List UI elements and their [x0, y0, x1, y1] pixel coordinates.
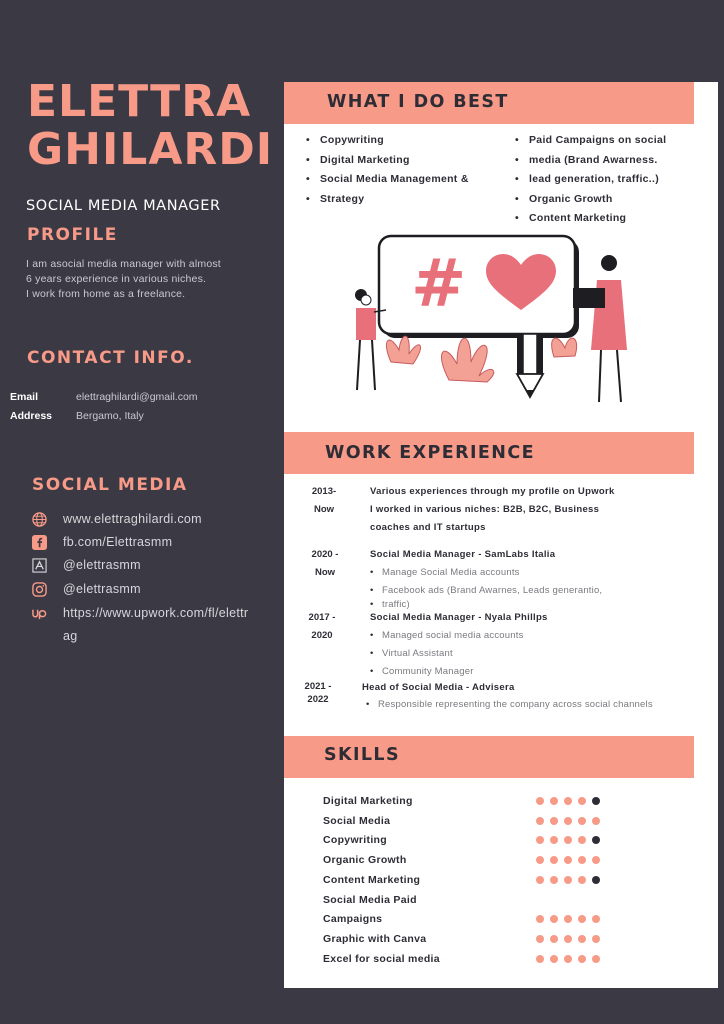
- rating-dot-filled: [592, 817, 600, 825]
- best-band: [284, 82, 694, 124]
- rating-dot-filled: [550, 836, 558, 844]
- rating-dot-filled: [536, 876, 544, 884]
- rating-dot-filled: [578, 955, 586, 963]
- profile-line: I am asocial media manager with almost: [26, 258, 221, 270]
- rating-dot-filled: [592, 935, 600, 943]
- year-start: 2017 -: [308, 612, 336, 623]
- skill-label: Copywriting: [323, 834, 387, 847]
- rating-dot-filled: [550, 876, 558, 884]
- social-text: www.elettraghilardi.com: [63, 512, 202, 526]
- rating-dot-filled: [550, 817, 558, 825]
- list-item: • Content Marketing: [515, 209, 666, 229]
- best-list-left: [306, 131, 469, 209]
- rating-dot-filled: [564, 915, 572, 923]
- rating-dot-filled: [564, 797, 572, 805]
- rating-dot-filled: [536, 836, 544, 844]
- contact-address-row: [10, 410, 144, 422]
- skill-rating: [536, 935, 600, 945]
- job-role: SOCIAL MEDIA MANAGER: [26, 198, 221, 214]
- best-list-right: [515, 131, 666, 229]
- list-item: • Digital Marketing: [306, 151, 469, 171]
- list-item: • Social Media Management &: [306, 170, 469, 190]
- skill-rating: [536, 856, 600, 866]
- profile-heading: PROFILE: [27, 225, 118, 245]
- rating-dot-filled: [536, 935, 544, 943]
- experience-title: Social Media Manager - SamLabs Italia: [370, 549, 556, 560]
- social-item-website[interactable]: [32, 508, 282, 531]
- social-media-illustration: [339, 232, 639, 407]
- rating-dot-filled: [578, 797, 586, 805]
- experience-bullets: [366, 696, 653, 714]
- rating-dot-filled: [564, 955, 572, 963]
- social-heading: SOCIAL MEDIA: [32, 475, 188, 495]
- skill-label: Digital Marketing: [323, 795, 413, 807]
- hashtag-icon: #: [411, 245, 467, 322]
- year-end: Now: [313, 504, 335, 515]
- rating-dot-filled: [578, 817, 586, 825]
- resume-panel: [284, 82, 718, 988]
- social-item-upwork[interactable]: [32, 602, 282, 648]
- best-heading: WHAT I DO BEST: [327, 92, 509, 112]
- year-end: 2022: [307, 694, 329, 705]
- rating-dot-filled: [578, 915, 586, 923]
- social-item-facebook[interactable]: [32, 531, 282, 554]
- list-item: • Responsible representing the company across social channels: [366, 696, 653, 714]
- year-end: 2020: [311, 630, 333, 641]
- rating-dot-empty: [592, 876, 600, 884]
- year-start: 2021 -: [304, 681, 332, 692]
- list-item: • Strategy: [306, 190, 469, 210]
- list-item: • Organic Growth: [515, 190, 666, 210]
- list-item: • Managed social media accounts: [370, 627, 524, 645]
- rating-dot-filled: [578, 876, 586, 884]
- contact-email-row: [10, 391, 198, 403]
- experience-heading: WORK EXPERIENCE: [325, 443, 535, 463]
- social-text: https://www.upwork.com/fl/elettr: [63, 606, 249, 620]
- skill-label: Content Marketing: [323, 873, 421, 886]
- upwork-icon: [32, 606, 47, 621]
- skill-rating: [536, 955, 600, 965]
- social-item-instagram[interactable]: [32, 578, 282, 601]
- contact-heading: CONTACT INFO.: [27, 348, 194, 368]
- experience-year: [298, 680, 338, 706]
- first-name: ELETTRA: [27, 76, 252, 127]
- experience-band: [284, 432, 694, 474]
- skills-heading: SKILLS: [324, 745, 400, 765]
- skill-label: Social Media Paid: [323, 893, 417, 906]
- list-item: • Paid Campaigns on social: [515, 131, 666, 151]
- title-line: Various experiences through my profile on Upwork: [370, 486, 615, 497]
- list-item: • Facebook ads (Brand Awarnes, Leads generantio,: [370, 582, 602, 600]
- rating-dot-filled: [564, 856, 572, 864]
- candidate-name: [27, 78, 273, 174]
- skill-rating: [536, 876, 600, 886]
- experience-bullets: [370, 564, 602, 614]
- rating-dot-filled: [536, 856, 544, 864]
- skill-label: Excel for social media: [323, 952, 440, 965]
- experience-title: Head of Social Media - Advisera: [362, 682, 515, 693]
- globe-icon: [32, 512, 47, 527]
- skill-rating: [536, 817, 600, 827]
- profile-line: I work from home as a freelance.: [26, 288, 186, 300]
- rating-dot-filled: [536, 797, 544, 805]
- social-text-continued: ag: [63, 629, 78, 643]
- year-start: 2020 -: [311, 549, 339, 560]
- title-line: I worked in various niches: B2B, B2C, Business: [370, 504, 600, 515]
- list-item: • Community Manager: [370, 663, 524, 681]
- list-item: • Copywriting: [306, 131, 469, 151]
- list-item-continued: • lead generation, traffic..): [515, 170, 666, 190]
- rating-dot-filled: [550, 797, 558, 805]
- rating-dot-filled: [564, 836, 572, 844]
- rating-dot-empty: [592, 836, 600, 844]
- rating-dot-filled: [536, 915, 544, 923]
- title-line: coaches and IT startups: [370, 522, 486, 533]
- skills-band: [284, 736, 694, 778]
- rating-dot-filled: [592, 856, 600, 864]
- experience-year: [302, 609, 342, 645]
- linktree-icon: [32, 558, 47, 573]
- rating-dot-filled: [536, 955, 544, 963]
- rating-dot-filled: [550, 935, 558, 943]
- social-text: fb.com/Elettrasmm: [63, 535, 173, 549]
- skill-rating: [536, 915, 600, 925]
- list-item-continued: • media (Brand Awarness.: [515, 151, 666, 171]
- rating-dot-filled: [578, 836, 586, 844]
- rating-dot-filled: [564, 817, 572, 825]
- skill-label: Organic Growth: [323, 854, 407, 867]
- experience-title: Social Media Manager - Nyala Phillps: [370, 612, 548, 623]
- rating-dot-filled: [564, 935, 572, 943]
- facebook-icon: [32, 535, 47, 550]
- rating-dot-empty: [592, 797, 600, 805]
- rating-dot-filled: [578, 856, 586, 864]
- email-label: Email: [10, 391, 39, 403]
- rating-dot-filled: [550, 856, 558, 864]
- list-item: • Manage Social Media accounts: [370, 564, 602, 582]
- address-label: Address: [10, 410, 53, 422]
- skill-rating: [536, 836, 600, 846]
- rating-dot-filled: [550, 955, 558, 963]
- year-start: 2013-: [311, 486, 337, 497]
- social-text: @elettrasmm: [63, 558, 141, 572]
- social-item-linktree[interactable]: [32, 554, 282, 577]
- last-name: GHILARDI: [27, 124, 274, 175]
- social-text: @elettrasmm: [63, 582, 141, 596]
- skill-label: Graphic with Canva: [323, 932, 427, 945]
- experience-year: [305, 546, 345, 582]
- address-value: Bergamo, Italy: [76, 410, 144, 422]
- rating-dot-filled: [578, 935, 586, 943]
- experience-bullets: [370, 627, 524, 681]
- year-end: Now: [314, 567, 336, 578]
- rating-dot-filled: [550, 915, 558, 923]
- rating-dot-filled: [592, 915, 600, 923]
- rating-dot-filled: [536, 817, 544, 825]
- profile-text: [26, 257, 266, 302]
- list-item: • Virtual Assistant: [370, 645, 524, 663]
- rating-dot-filled: [564, 876, 572, 884]
- skill-label: Social Media: [323, 814, 391, 827]
- experience-year: [304, 483, 344, 519]
- list-item-continued: • traffic): [370, 596, 602, 614]
- skill-label: Campaigns: [323, 913, 383, 926]
- profile-line: 6 years experience in various niches.: [26, 273, 207, 285]
- rating-dot-filled: [592, 955, 600, 963]
- skill-rating: [536, 797, 600, 807]
- experience-title: [370, 483, 615, 537]
- instagram-icon: [32, 582, 47, 597]
- email-value[interactable]: elettraghilardi@gmail.com: [76, 391, 198, 403]
